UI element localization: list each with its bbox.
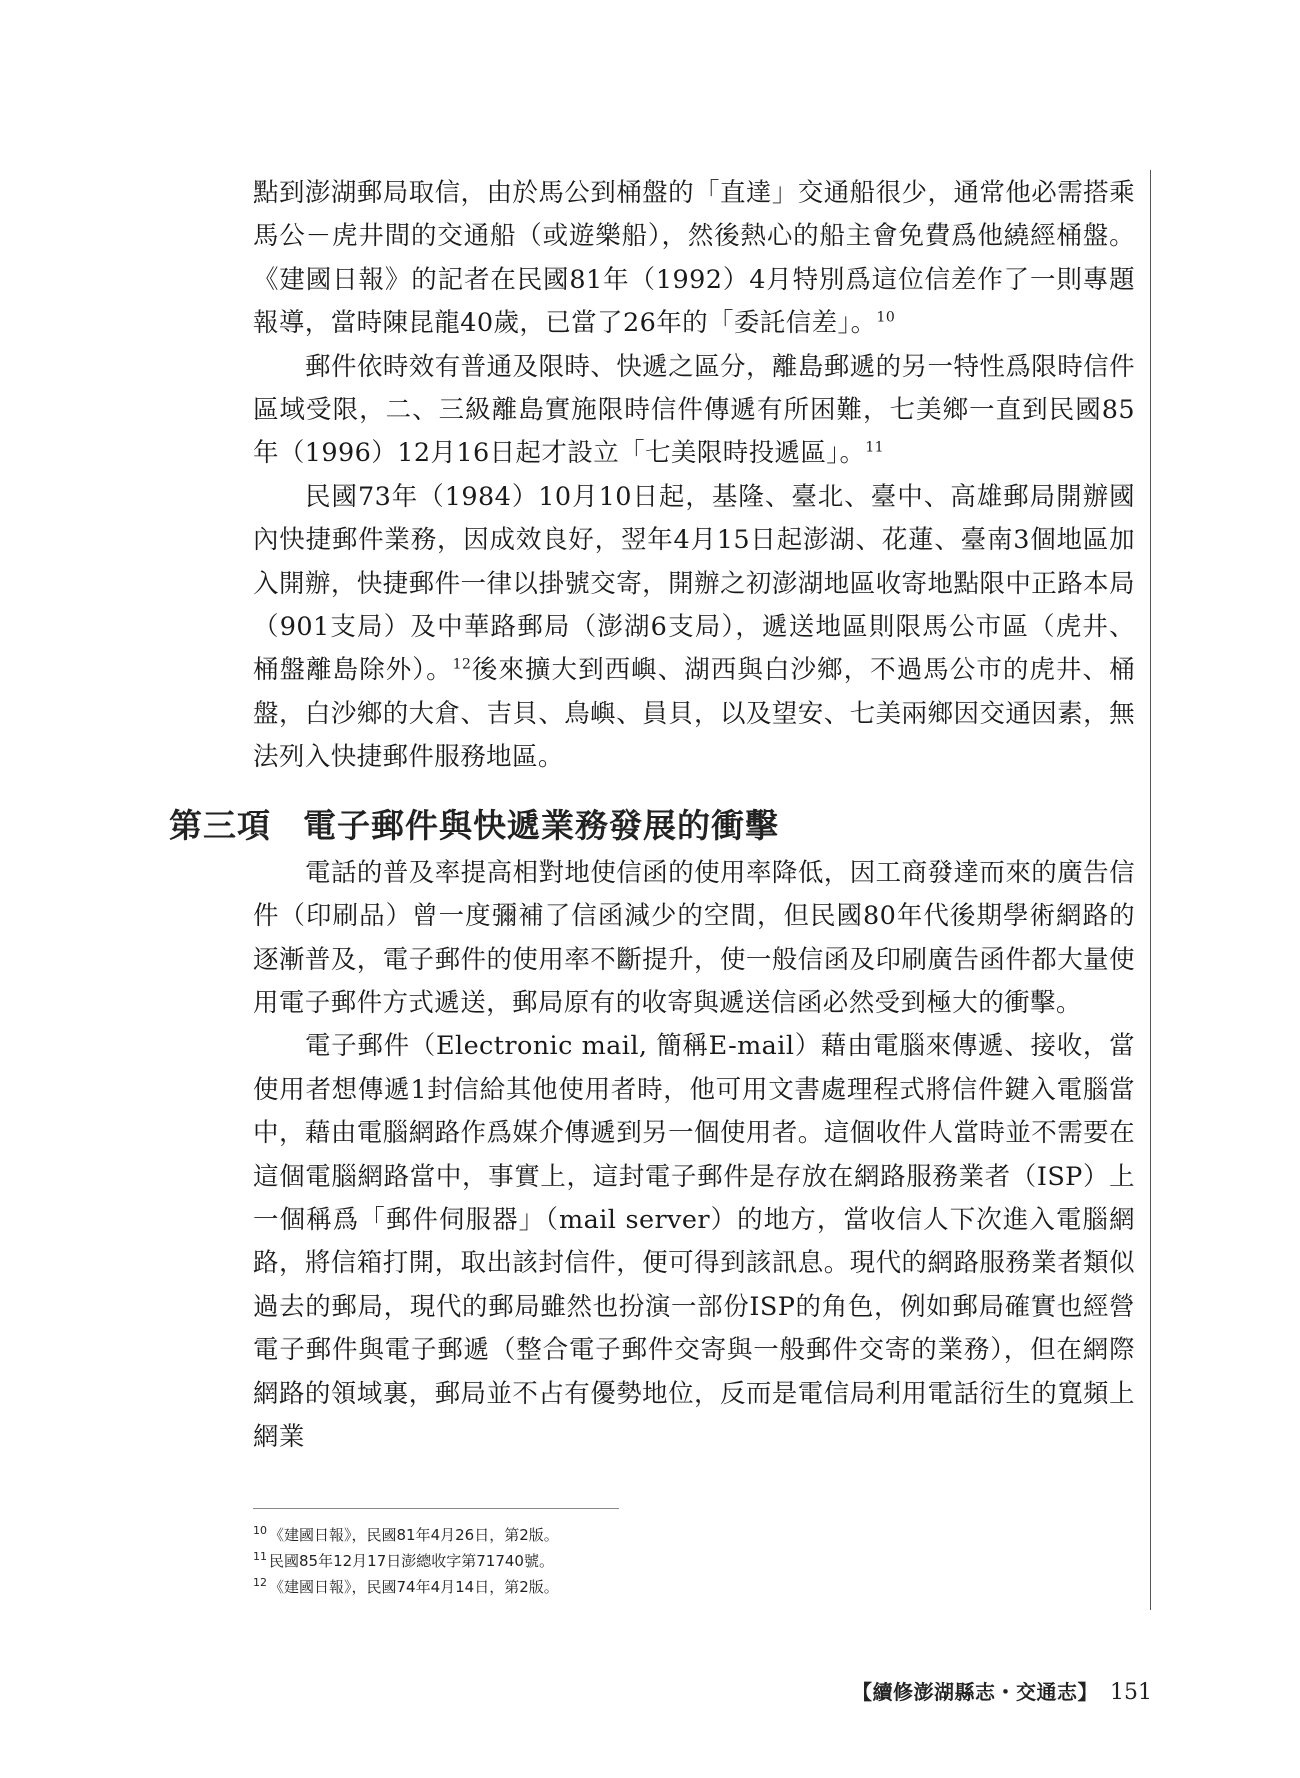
paragraph-1-text: 點到澎湖郵局取信，由於馬公到桶盤的「直達」交通船很少，通常他必需搭乘馬公－虎井間的交通船（或遊樂船），然後熱心的船主會免費爲他繞經桶盤。《建國日報》的記者在民國81年（1992）4月特別爲這位信差作了一則專題報導，當時陳昆龍40歲，已當了26年的「委託信差」。: [253, 178, 1135, 339]
footnote-11: [253, 1548, 559, 1574]
book-series-title: 【續修澎湖縣志・交通志】: [852, 1680, 1098, 1704]
paragraph-3: [253, 476, 1135, 780]
footnote-text: 民國85年12月17日澎總收字第71740號。: [269, 1552, 554, 1570]
paragraph-1: [253, 172, 1135, 346]
footnote-ref-10[interactable]: 10: [876, 309, 896, 326]
footnote-12: [253, 1574, 559, 1600]
page-number: 151: [1110, 1680, 1152, 1705]
section-paragraph-1: 電話的普及率提高相對地使信函的使用率降低，因工商發達而來的廣告信件（印刷品）曾一度彌補了信函減少的空間，但民國80年代後期學術網路的逐漸普及，電子郵件的使用率不斷提升，使一般信函及印刷廣告函件都大量使用電子郵件方式遞送，郵局原有的收寄與遞送信函必然受到極大的衝擊。: [253, 857, 1135, 1018]
footnote-number: 11: [253, 1550, 267, 1563]
section-number: 第三項: [169, 805, 271, 845]
footnote-text: 《建國日報》，民國74年4月14日，第2版。: [269, 1578, 559, 1596]
section-paragraph-2: 電子郵件（Electronic mail, 簡稱E-mail）藉由電腦來傳遞、接收，當使用者想傳遞1封信給其他使用者時，他可用文書處理程式將信件鍵入電腦當中，藉由電腦網路作爲媒介傳遞到另一個使用者。這個收件人當時並不需要在這個電腦網路當中，事實上，這封電子郵件是存放在網路服務業者（ISP）上一個稱爲「郵件伺服器」（mail server）的地方，當收信人下次進入電腦網路，將信箱打開，取出該封信件，便可得到該訊息。現代的網路服務業者類似過去的郵局，現代的郵局雖然也扮演一部份ISP的角色，例如郵局確實也經營電子郵件與電子郵遞（整合電子郵件交寄與一般郵件交寄的業務），但在網際網路的領域裏，郵局並不占有優勢地位，反而是電信局利用電話衍生的寬頻上網業: [253, 1031, 1135, 1452]
body-text: [169, 172, 1135, 1459]
paragraph-3-text-before: 民國73年（1984）10月10日起，基隆、臺北、臺中、高雄郵局開辦國內快捷郵件業務，因成效良好，翌年4月15日起澎湖、花蓮、臺南3個地區加入開辦，快捷郵件一律以掛號交寄，開辦之初澎湖地區收寄地點限中正路本局（901支局）及中華路郵局（澎湖6支局），遞送地區則限馬公市區（虎井、桶盤離島除外）。: [253, 481, 1135, 686]
footnote-divider: [253, 1508, 619, 1509]
footnote-ref-11[interactable]: 11: [865, 439, 884, 456]
section-body: [253, 852, 1135, 1460]
footnote-text: 《建國日報》，民國81年4月26日，第2版。: [269, 1526, 559, 1544]
paragraph-3-text-after: 後來擴大到西嶼、湖西與白沙鄉，不過馬公市的虎井、桶盤，白沙鄉的大倉、吉貝、鳥嶼、員貝，以及望安、七美兩鄉因交通因素，無法列入快捷郵件服務地區。: [253, 655, 1135, 773]
footnotes: [253, 1522, 559, 1600]
margin-rule: [1150, 170, 1151, 1610]
footnote-10: [253, 1522, 559, 1548]
section-heading: [169, 804, 1135, 848]
section-title: 電子郵件與快遞業務發展的衝擊: [303, 805, 779, 845]
paragraph-2-text: 郵件依時效有普通及限時、快遞之區分，離島郵遞的另一特性爲限時信件區域受限，二、三級離島實施限時信件傳遞有所困難，七美鄉一直到民國85年（1996）12月16日起才設立「七美限時投遞區」。: [253, 351, 1135, 469]
footnote-ref-12[interactable]: 12: [452, 656, 472, 673]
running-footer: [852, 1676, 1152, 1705]
footnote-number: 12: [253, 1576, 267, 1589]
footnote-number: 10: [253, 1524, 267, 1537]
paragraph-2: [253, 346, 1135, 476]
